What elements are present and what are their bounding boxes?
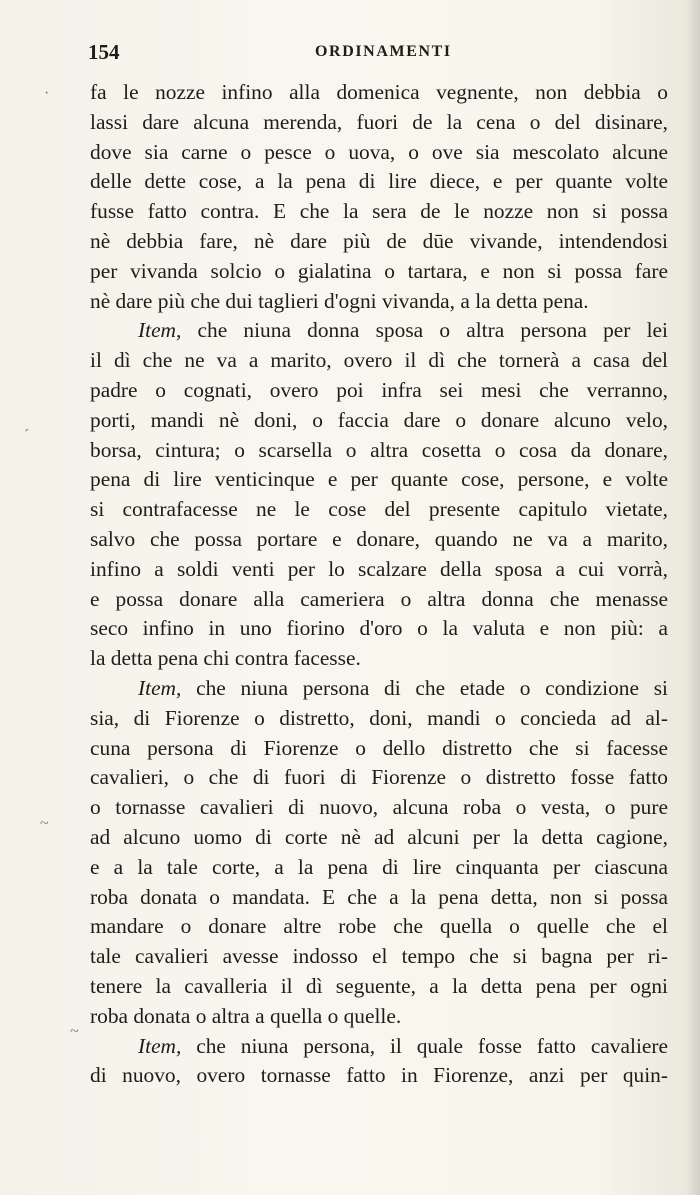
text-line bbox=[90, 406, 668, 436]
text-line bbox=[90, 972, 668, 1002]
text-line bbox=[90, 942, 668, 972]
text-line bbox=[90, 1061, 668, 1091]
line-text: nè dare più che dui taglieri d'ogni vivanda, a la detta pena. bbox=[90, 288, 589, 313]
line-text: borsa, cintura; o scarsella o altra cosetta o cosa da donare, bbox=[90, 437, 668, 462]
line-text: nè debbia fare, nè dare più de dūe vivande, intendendosi bbox=[90, 228, 668, 253]
text-line bbox=[90, 1002, 668, 1032]
line-text: sia, di Fiorenze o distretto, doni, mandi o concieda ad al- bbox=[90, 705, 668, 730]
text-line bbox=[90, 436, 668, 466]
line-text: delle dette cose, a la pena di lire diece, e per quante volte bbox=[90, 169, 668, 194]
body-text bbox=[90, 78, 668, 1091]
text-line bbox=[90, 704, 668, 734]
text-line bbox=[90, 644, 668, 674]
text-line bbox=[90, 763, 668, 793]
line-text: e possa donare alla cameriera o altra donna che menasse bbox=[90, 586, 668, 611]
text-line bbox=[90, 793, 668, 823]
line-text: che niuna persona di che etade o condizione si bbox=[181, 675, 668, 700]
line-text: e a la tale corte, a la pena di lire cinquanta per ciascuna bbox=[90, 854, 668, 879]
line-text: cavalieri, o che di fuori di Fiorenze o distretto fosse fatto bbox=[90, 765, 668, 790]
line-text: si contrafacesse ne le cose del presente capitulo vietate, bbox=[90, 497, 668, 522]
line-text: che niuna persona, il quale fosse fatto cavaliere bbox=[181, 1033, 668, 1058]
text-line bbox=[90, 555, 668, 585]
margin-mark: ´ bbox=[24, 427, 30, 444]
text-line bbox=[90, 78, 668, 108]
text-line bbox=[90, 525, 668, 555]
line-text: ad alcuno uomo di corte nè ad alcuni per la detta cagione, bbox=[90, 824, 668, 849]
text-line bbox=[90, 376, 668, 406]
text-line bbox=[90, 227, 668, 257]
line-text: che niuna donna sposa o altra persona per lei bbox=[181, 318, 668, 343]
line-text: tale cavalieri avesse indosso el tempo che si bagna per ri- bbox=[90, 944, 668, 969]
line-text: fa le nozze infino alla domenica vegnente, non debbia o bbox=[90, 80, 668, 104]
text-line bbox=[90, 316, 668, 346]
item-lead: Item, bbox=[138, 1033, 182, 1058]
page-header bbox=[88, 40, 668, 64]
text-line bbox=[90, 138, 668, 168]
line-text: seco infino in uno fiorino d'oro o la valuta e non più: a bbox=[90, 616, 668, 641]
margin-mark: ~ bbox=[70, 1023, 79, 1040]
text-line bbox=[90, 167, 668, 197]
line-text: tenere la cavalleria il dì seguente, a la detta pena per ogni bbox=[90, 973, 668, 998]
line-text: salvo che possa portare e donare, quando ne va a marito, bbox=[90, 526, 668, 551]
page-edge-shadow bbox=[686, 0, 700, 1195]
line-text: il dì che ne va a marito, overo il dì che tornerà a casa del bbox=[90, 348, 668, 373]
text-line bbox=[90, 823, 668, 853]
line-text: padre o cognati, overo poi infra sei mesi che verranno, bbox=[90, 377, 668, 402]
text-line bbox=[90, 346, 668, 376]
text-line bbox=[90, 734, 668, 764]
line-text: di nuovo, overo tornasse fatto in Fiorenze, anzi per quin- bbox=[90, 1063, 668, 1088]
text-line bbox=[90, 585, 668, 615]
line-text: roba donata o altra a quella o quelle. bbox=[90, 1003, 402, 1028]
text-line bbox=[90, 465, 668, 495]
line-text: dove sia carne o pesce o uova, o ove sia mescolato alcune bbox=[90, 139, 668, 164]
text-line bbox=[90, 108, 668, 138]
line-text: cuna persona di Fiorenze o dello distretto che si facesse bbox=[90, 735, 668, 760]
line-text: fusse fatto contra. E che la sera de le nozze non si possa bbox=[90, 199, 668, 224]
line-text: pena di lire venticinque e per quante cose, persone, e volte bbox=[90, 467, 668, 492]
text-line bbox=[90, 197, 668, 227]
text-line bbox=[90, 674, 668, 704]
line-text: la detta pena chi contra facesse. bbox=[90, 646, 361, 671]
line-text: roba donata o mandata. E che a la pena detta, non si possa bbox=[90, 884, 668, 909]
page-number: 154 bbox=[88, 40, 120, 64]
text-line bbox=[90, 287, 668, 317]
text-line bbox=[90, 1032, 668, 1062]
text-line bbox=[90, 912, 668, 942]
line-text: mandare o donare altre robe che quella o quelle che el bbox=[90, 914, 668, 939]
item-lead: Item, bbox=[138, 318, 182, 343]
margin-mark: · bbox=[44, 85, 50, 102]
margin-mark: ~ bbox=[40, 815, 49, 832]
line-text: o tornasse cavalieri di nuovo, alcuna roba o vesta, o pure bbox=[90, 795, 668, 820]
running-head: ORDINAMENTI bbox=[315, 43, 452, 60]
text-line bbox=[90, 853, 668, 883]
line-text: per vivanda solcio o gialatina o tartara, e non si possa fare bbox=[90, 258, 668, 283]
line-text: lassi dare alcuna merenda, fuori de la cena o del disinare, bbox=[90, 109, 668, 134]
text-line bbox=[90, 257, 668, 287]
text-line bbox=[90, 614, 668, 644]
line-text: porti, mandi nè doni, o faccia dare o donare alcuno velo, bbox=[90, 407, 668, 432]
item-lead: Item, bbox=[138, 675, 182, 700]
text-line bbox=[90, 495, 668, 525]
line-text: infino a soldi venti per lo scalzare della sposa a cui vorrà, bbox=[90, 556, 668, 581]
text-line bbox=[90, 883, 668, 913]
